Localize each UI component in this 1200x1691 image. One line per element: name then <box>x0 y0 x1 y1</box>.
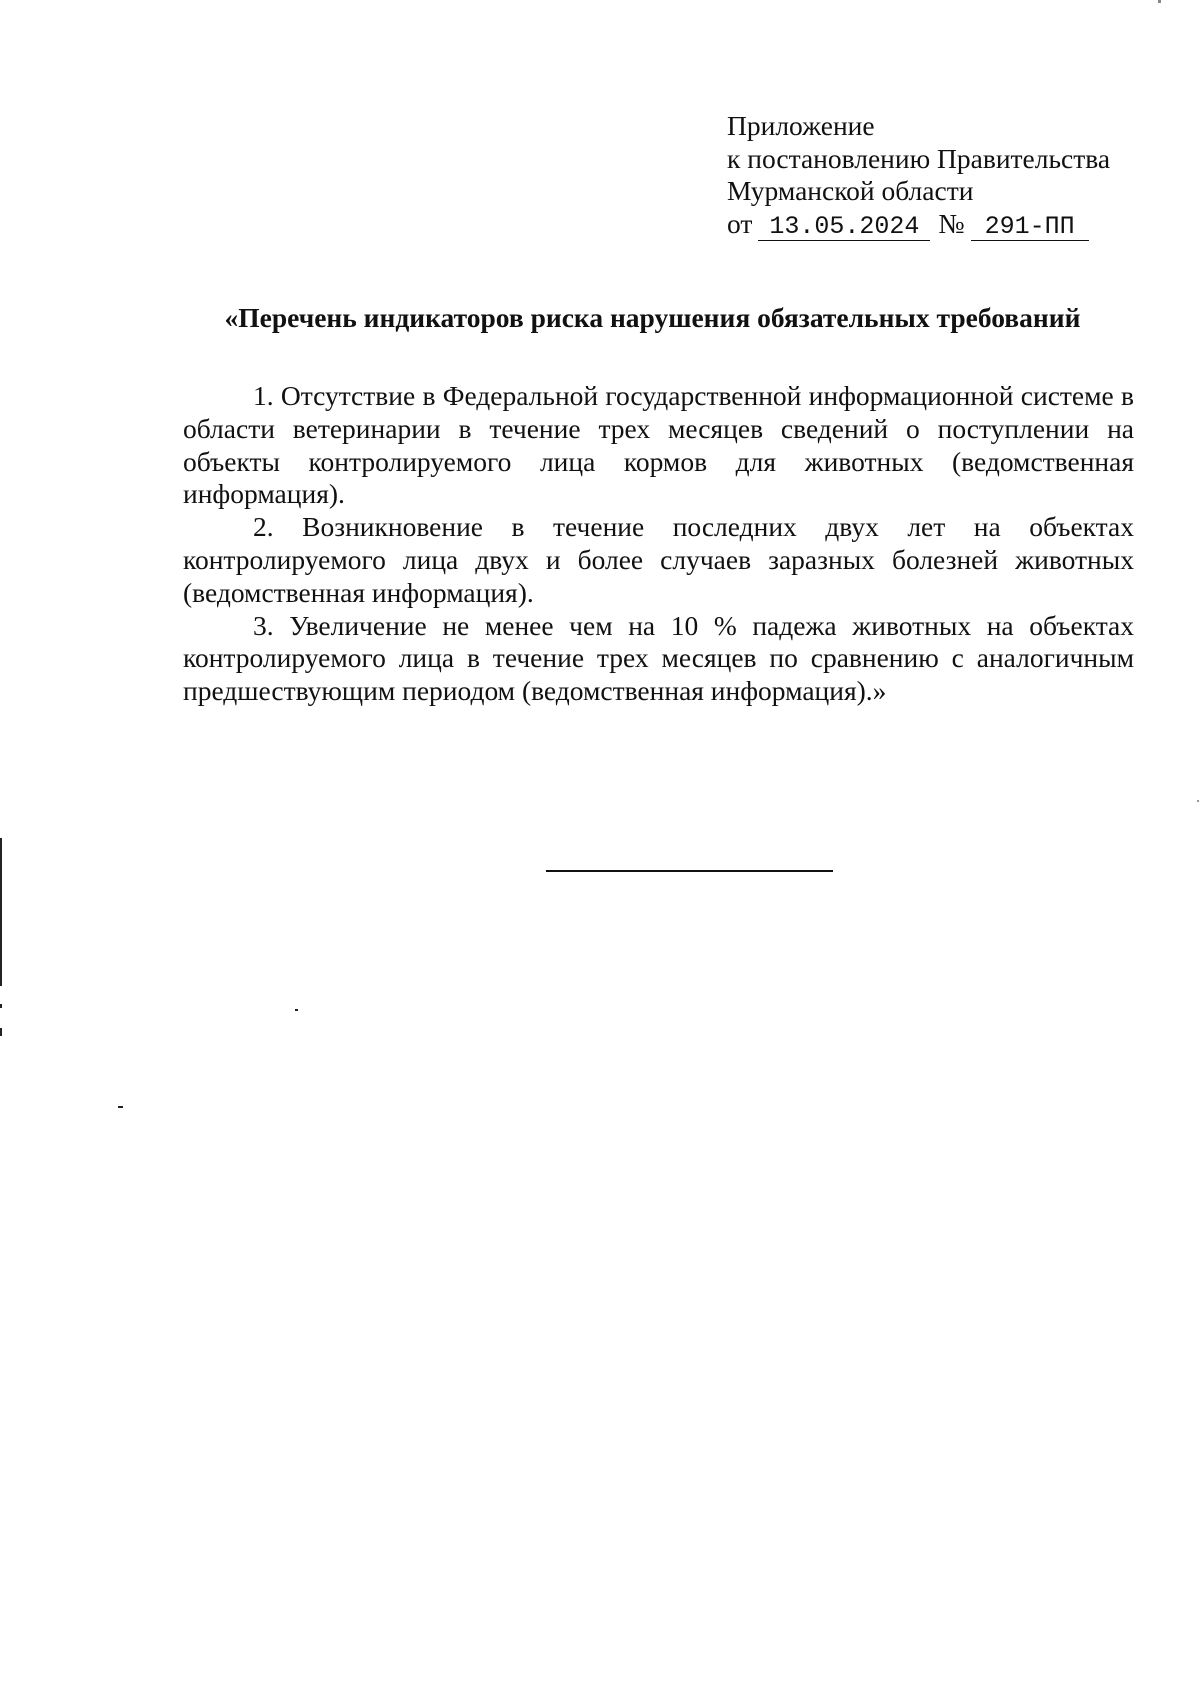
scan-artifact <box>1197 800 1199 802</box>
document-date: 13.05.2024 <box>758 214 930 241</box>
closing-separator-line <box>546 870 833 872</box>
list-item: 3. Увеличение не менее чем на 10 % падежа животных на объектах контролируемого лица в течение трех месяцев по сравнению с аналогичным предшествующим периодом (ведомственная информация).» <box>183 609 1134 707</box>
appendix-label: Приложение <box>727 110 875 141</box>
appendix-header <box>727 110 1110 241</box>
appendix-date-line <box>727 208 1110 241</box>
scan-artifact <box>118 1106 123 1108</box>
list-item: 2. Возникновение в течение последних двух лет на объектах контролируемого лица двух и более случаев заразных болезней животных (ведомственная информация). <box>183 511 1134 608</box>
list-item: 1. Отсутствие в Федеральной государственной информационной системе в области ветеринарии в течение трех месяцев сведений о поступлении на объекты контролируемого лица кормов для животных (ведомственная информация). <box>183 380 1134 510</box>
scan-artifact <box>0 838 2 986</box>
appendix-region-line: Мурманской области <box>727 175 974 206</box>
appendix-resolution-line: к постановлению Правительства <box>727 142 1111 174</box>
indicator-list <box>183 380 1134 708</box>
date-prefix: от <box>727 207 753 239</box>
number-sign: № <box>938 207 965 239</box>
document-number: 291-ПП <box>971 214 1089 241</box>
scan-artifact <box>0 1028 2 1036</box>
scan-artifact <box>295 1009 298 1011</box>
document-title: «Перечень индикаторов риска нарушения обязательных требований <box>224 302 1081 333</box>
scan-artifact <box>0 1004 2 1008</box>
scan-artifact <box>1158 0 1161 3</box>
